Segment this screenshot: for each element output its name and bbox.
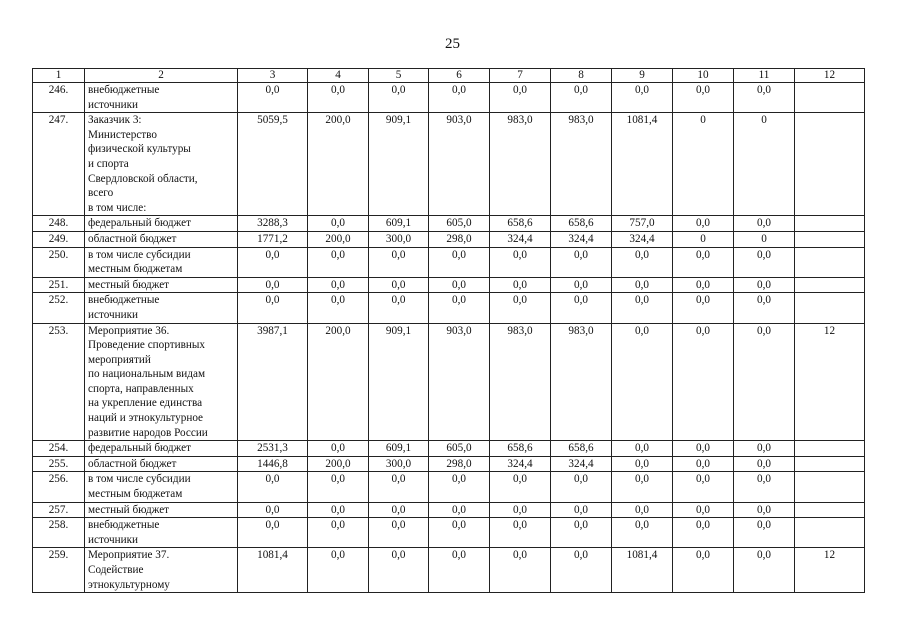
column-header: 11 <box>734 69 795 83</box>
description-line: источники <box>88 308 139 321</box>
description-line: внебюджетные <box>88 294 160 307</box>
row-description <box>85 247 238 277</box>
value-cell: 0,0 <box>429 548 490 593</box>
value-cell: 0,0 <box>612 323 673 441</box>
table-row <box>33 502 865 518</box>
value-cell: 909,1 <box>369 323 429 441</box>
description-line: Министерство <box>88 128 157 141</box>
table-row <box>33 441 865 457</box>
value-cell: 983,0 <box>490 323 551 441</box>
row-description <box>85 293 238 323</box>
value-cell: 0,0 <box>612 456 673 472</box>
value-cell: 0,0 <box>673 548 734 593</box>
value-cell: 0,0 <box>238 472 308 502</box>
value-cell: 300,0 <box>369 231 429 247</box>
value-cell: 1081,4 <box>238 548 308 593</box>
value-cell: 903,0 <box>429 113 490 216</box>
target-ref-cell <box>795 231 865 247</box>
description-line: и спорта <box>88 157 129 170</box>
value-cell: 0,0 <box>429 472 490 502</box>
value-cell: 0,0 <box>673 502 734 518</box>
page-number: 25 <box>445 36 460 52</box>
value-cell: 609,1 <box>369 216 429 232</box>
description-line: в том числе: <box>88 201 147 214</box>
description-line: местный бюджет <box>88 278 170 291</box>
row-description <box>85 216 238 232</box>
row-number: 255. <box>33 456 85 472</box>
value-cell: 5059,5 <box>238 113 308 216</box>
value-cell: 658,6 <box>551 216 612 232</box>
value-cell: 0,0 <box>551 518 612 548</box>
value-cell: 0,0 <box>673 518 734 548</box>
target-ref-cell <box>795 441 865 457</box>
row-number: 257. <box>33 502 85 518</box>
value-cell: 0,0 <box>734 277 795 293</box>
row-description <box>85 502 238 518</box>
value-cell: 0,0 <box>429 293 490 323</box>
value-cell: 0,0 <box>429 502 490 518</box>
row-description <box>85 518 238 548</box>
value-cell: 0,0 <box>734 293 795 323</box>
row-number: 256. <box>33 472 85 502</box>
target-ref-cell: 12 <box>795 548 865 593</box>
value-cell: 0,0 <box>238 502 308 518</box>
value-cell: 658,6 <box>551 441 612 457</box>
target-ref-cell <box>795 277 865 293</box>
value-cell: 983,0 <box>551 323 612 441</box>
value-cell: 1081,4 <box>612 113 673 216</box>
value-cell: 0,0 <box>551 472 612 502</box>
value-cell: 0 <box>734 231 795 247</box>
value-cell: 605,0 <box>429 441 490 457</box>
value-cell: 0,0 <box>369 472 429 502</box>
description-line: Заказчик 3: <box>88 114 142 127</box>
target-ref-cell <box>795 502 865 518</box>
value-cell: 0,0 <box>551 293 612 323</box>
description-line: федеральный бюджет <box>88 217 191 230</box>
row-number: 258. <box>33 518 85 548</box>
value-cell: 0,0 <box>369 293 429 323</box>
value-cell: 200,0 <box>308 231 369 247</box>
table-row <box>33 277 865 293</box>
target-ref-cell: 12 <box>795 323 865 441</box>
value-cell: 0,0 <box>238 518 308 548</box>
table-row <box>33 247 865 277</box>
value-cell: 0,0 <box>490 277 551 293</box>
value-cell: 658,6 <box>490 441 551 457</box>
value-cell: 0,0 <box>673 83 734 113</box>
row-description <box>85 456 238 472</box>
value-cell: 0,0 <box>308 502 369 518</box>
column-header: 12 <box>795 69 865 83</box>
value-cell: 0,0 <box>308 293 369 323</box>
row-description <box>85 113 238 216</box>
row-number: 247. <box>33 113 85 216</box>
target-ref-cell <box>795 113 865 216</box>
value-cell: 0,0 <box>734 502 795 518</box>
value-cell: 0,0 <box>490 548 551 593</box>
value-cell: 0,0 <box>673 456 734 472</box>
column-header: 5 <box>369 69 429 83</box>
value-cell: 0,0 <box>551 247 612 277</box>
description-line: по национальным видам <box>88 368 206 381</box>
row-number: 250. <box>33 247 85 277</box>
table-row <box>33 456 865 472</box>
value-cell: 200,0 <box>308 323 369 441</box>
value-cell: 324,4 <box>490 456 551 472</box>
value-cell: 0,0 <box>429 277 490 293</box>
description-line: мероприятий <box>88 353 151 366</box>
description-line: местным бюджетам <box>88 263 183 276</box>
value-cell: 0 <box>673 231 734 247</box>
value-cell: 324,4 <box>490 231 551 247</box>
value-cell: 300,0 <box>369 456 429 472</box>
value-cell: 0,0 <box>369 277 429 293</box>
description-line: наций и этнокультурное <box>88 412 204 425</box>
value-cell: 1771,2 <box>238 231 308 247</box>
value-cell: 0,0 <box>734 83 795 113</box>
value-cell: 0,0 <box>734 216 795 232</box>
value-cell: 0,0 <box>429 83 490 113</box>
value-cell: 0,0 <box>612 502 673 518</box>
value-cell: 0,0 <box>490 472 551 502</box>
description-line: развитие народов России <box>88 426 208 439</box>
value-cell: 0,0 <box>551 548 612 593</box>
value-cell: 0,0 <box>551 83 612 113</box>
description-line: Проведение спортивных <box>88 339 205 352</box>
row-number: 252. <box>33 293 85 323</box>
description-line: источники <box>88 533 139 546</box>
value-cell: 0,0 <box>308 441 369 457</box>
value-cell: 0,0 <box>734 518 795 548</box>
description-line: внебюджетные <box>88 519 160 532</box>
description-line: Содействие <box>88 564 144 576</box>
value-cell: 0,0 <box>429 247 490 277</box>
value-cell: 609,1 <box>369 441 429 457</box>
table-row <box>33 216 865 232</box>
row-number: 249. <box>33 231 85 247</box>
value-cell: 0 <box>673 113 734 216</box>
value-cell: 0,0 <box>429 518 490 548</box>
value-cell: 324,4 <box>551 231 612 247</box>
value-cell: 983,0 <box>551 113 612 216</box>
description-line: федеральный бюджет <box>88 442 191 455</box>
value-cell: 2531,3 <box>238 441 308 457</box>
value-cell: 298,0 <box>429 456 490 472</box>
value-cell: 0,0 <box>490 518 551 548</box>
value-cell: 0,0 <box>612 277 673 293</box>
value-cell: 605,0 <box>429 216 490 232</box>
row-number: 253. <box>33 323 85 441</box>
table-row <box>33 323 865 441</box>
value-cell: 0,0 <box>369 518 429 548</box>
row-description <box>85 441 238 457</box>
table-row <box>33 293 865 323</box>
row-description <box>85 231 238 247</box>
column-header: 8 <box>551 69 612 83</box>
target-ref-cell <box>795 83 865 113</box>
target-ref-cell <box>795 247 865 277</box>
value-cell: 0,0 <box>734 548 795 593</box>
value-cell: 0,0 <box>612 293 673 323</box>
row-number: 251. <box>33 277 85 293</box>
value-cell: 1446,8 <box>238 456 308 472</box>
value-cell: 298,0 <box>429 231 490 247</box>
value-cell: 0,0 <box>551 502 612 518</box>
target-ref-cell <box>795 456 865 472</box>
target-ref-cell <box>795 216 865 232</box>
target-ref-cell <box>795 518 865 548</box>
value-cell: 0,0 <box>308 518 369 548</box>
value-cell: 0,0 <box>490 83 551 113</box>
row-number: 246. <box>33 83 85 113</box>
description-line: Мероприятие 37. <box>88 549 170 562</box>
budget-table <box>32 68 865 593</box>
description-line: спорта, направленных <box>88 382 194 395</box>
column-header: 3 <box>238 69 308 83</box>
value-cell: 0,0 <box>673 472 734 502</box>
value-cell: 0,0 <box>238 277 308 293</box>
value-cell: 0,0 <box>673 293 734 323</box>
value-cell: 0,0 <box>490 247 551 277</box>
description-line: Свердловской области, <box>88 172 198 185</box>
value-cell: 1081,4 <box>612 548 673 593</box>
value-cell: 0,0 <box>238 247 308 277</box>
value-cell: 0,0 <box>369 548 429 593</box>
value-cell: 0,0 <box>369 83 429 113</box>
value-cell: 0,0 <box>673 247 734 277</box>
column-header: 6 <box>429 69 490 83</box>
value-cell: 0,0 <box>612 472 673 502</box>
column-header: 1 <box>33 69 85 83</box>
value-cell: 0,0 <box>490 293 551 323</box>
header-row <box>33 69 865 83</box>
value-cell: 200,0 <box>308 456 369 472</box>
row-description <box>85 548 238 593</box>
row-number: 254. <box>33 441 85 457</box>
value-cell: 0,0 <box>734 441 795 457</box>
row-description <box>85 323 238 441</box>
value-cell: 3288,3 <box>238 216 308 232</box>
table-row <box>33 548 865 593</box>
value-cell: 0,0 <box>238 83 308 113</box>
value-cell: 0 <box>734 113 795 216</box>
column-header: 4 <box>308 69 369 83</box>
value-cell: 0,0 <box>734 456 795 472</box>
value-cell: 0,0 <box>673 441 734 457</box>
value-cell: 0,0 <box>308 216 369 232</box>
target-ref-cell <box>795 293 865 323</box>
value-cell: 0,0 <box>612 83 673 113</box>
column-header: 10 <box>673 69 734 83</box>
value-cell: 0,0 <box>551 277 612 293</box>
value-cell: 0,0 <box>308 83 369 113</box>
value-cell: 0,0 <box>612 247 673 277</box>
value-cell: 983,0 <box>490 113 551 216</box>
description-line: на укрепление единства <box>88 397 203 410</box>
row-description <box>85 83 238 113</box>
value-cell: 200,0 <box>308 113 369 216</box>
value-cell: 0,0 <box>734 247 795 277</box>
description-line: областной бюджет <box>88 457 177 470</box>
description-line: местный бюджет <box>88 503 170 516</box>
row-number: 248. <box>33 216 85 232</box>
description-line: областной бюджет <box>88 232 177 245</box>
value-cell: 0,0 <box>612 441 673 457</box>
table-row <box>33 83 865 113</box>
table-row <box>33 113 865 216</box>
value-cell: 0,0 <box>673 323 734 441</box>
value-cell: 0,0 <box>673 277 734 293</box>
value-cell: 0,0 <box>308 247 369 277</box>
description-line: физической культуры <box>88 143 191 156</box>
value-cell: 0,0 <box>308 277 369 293</box>
value-cell: 324,4 <box>612 231 673 247</box>
description-line: этнокультурному <box>88 578 170 591</box>
row-description <box>85 472 238 502</box>
column-header: 7 <box>490 69 551 83</box>
value-cell: 0,0 <box>238 293 308 323</box>
value-cell: 903,0 <box>429 323 490 441</box>
value-cell: 0,0 <box>369 247 429 277</box>
value-cell: 909,1 <box>369 113 429 216</box>
description-line: всего <box>88 187 114 200</box>
column-header: 2 <box>85 69 238 83</box>
target-ref-cell <box>795 472 865 502</box>
value-cell: 757,0 <box>612 216 673 232</box>
value-cell: 324,4 <box>551 456 612 472</box>
value-cell: 658,6 <box>490 216 551 232</box>
value-cell: 0,0 <box>490 502 551 518</box>
description-line: источники <box>88 98 139 111</box>
description-line: местным бюджетам <box>88 488 183 501</box>
value-cell: 0,0 <box>673 216 734 232</box>
column-header: 9 <box>612 69 673 83</box>
description-line: в том числе субсидии <box>88 248 191 261</box>
table-row <box>33 231 865 247</box>
table-row <box>33 472 865 502</box>
row-description <box>85 277 238 293</box>
value-cell: 0,0 <box>734 472 795 502</box>
description-line: в том числе субсидии <box>88 473 191 486</box>
value-cell: 0,0 <box>308 472 369 502</box>
table-row <box>33 518 865 548</box>
value-cell: 0,0 <box>612 518 673 548</box>
description-line: Мероприятие 36. <box>88 324 170 337</box>
row-number: 259. <box>33 548 85 593</box>
value-cell: 3987,1 <box>238 323 308 441</box>
value-cell: 0,0 <box>308 548 369 593</box>
description-line: внебюджетные <box>88 84 160 96</box>
value-cell: 0,0 <box>369 502 429 518</box>
value-cell: 0,0 <box>734 323 795 441</box>
